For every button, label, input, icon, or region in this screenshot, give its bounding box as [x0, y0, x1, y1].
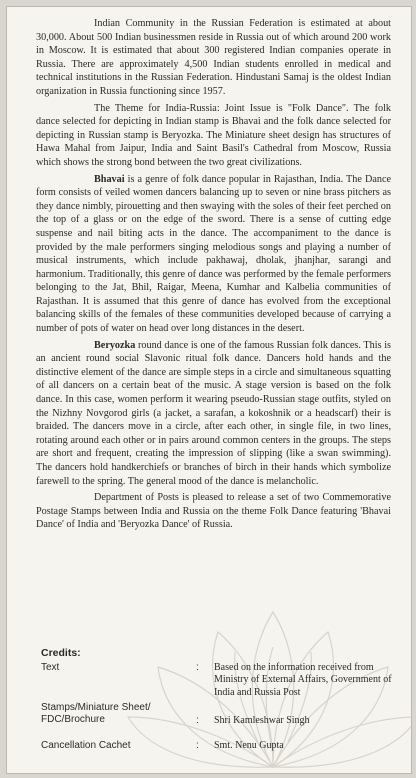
paragraph-beryozka: Beryozka round dance is one of the famous Russian folk dances. This is an ancient round social Slavonic ritual folk dance. Dancers hold hands and the distinctive element of the dance are simple steps in a circle and simultaneous squatting of all dancers on a certain beat of the music. A stage version is based on the folk dance. In this case, women perform it wearing pseudo-Russian stage outfits, styled on the Nizhny Novgorod girls (a jacket, a sarafan, a kokoshnik or a headscarf) their is braided. The dancers move in a circle, after each other, in single file, in two lines, rotating around each other or in pairs around common centers in the groups. The steps are short and frequent, creating the impression of slipping (like a swan swimming). The dancers hold handkerchiefs or branches of birch in their hands which symbolize farewell to the spring. The general mood of the dance is melancholic. — [36, 339, 391, 487]
credits-title: Credits: — [41, 647, 81, 659]
credit-row-design — [41, 702, 391, 740]
credits-section — [41, 647, 391, 754]
paragraph-community: Indian Community in the Russian Federation is estimated at about 30,000. About 500 Indian businessmen reside in Russia out of which around 200 work in Moscow. It is estimated that about 300 registered Indian companies operate in Russia. There are approximately 4,500 Indian students enrolled in medical and technical institutions in the Russian Federation. Hindustani Samaj is the oldest Indian organization in Russia functioning since 1957. — [36, 18, 391, 97]
credit-value: Based on the information received from Ministry of External Affairs, Government of India and Russia Post — [214, 661, 392, 698]
body-text — [36, 17, 391, 535]
paragraph-release: Department of Posts is pleased to release a set of two Commemorative Postage Stamps between India and Russia on the theme Folk Dance featuring 'Bhavai Dance' of India and 'Beryozka Dance' of Russia. — [36, 492, 391, 531]
credit-colon: : — [196, 714, 199, 726]
paragraph-bhavai: Bhavai is a genre of folk dance popular in Rajasthan, India. The Dance form consists of veiled women dancers balancing up to seven or nine brass pitchers as they dance nimbly, pirouetting and then swaying with the soles of their feet perched on the top of a glass or on the edge of the sword. There is a sense of cutting edge suspense and nail biting acts in the dance. The accompaniment to the dance is provided by the male performers singing melodious songs and playing a number of musical instruments, which include pakhawaj, dholak, jhanjhar, sarangi and harmonium. Traditionally, this genre of dance was performed by the female performers belonging to the Jat, Bhil, Raigar, Meena, Kumhar and Kalbelia communities of Rajasthan. It is assumed that this genre of dance has evolved from the exceptional balancing skills of the females of these communities developed because of carrying a number of pots of water on head over long distances in the desert. — [36, 173, 391, 335]
credit-colon: : — [196, 661, 199, 673]
credit-row-cancellation — [41, 740, 391, 754]
paragraph-theme: The Theme for India-Russia: Joint Issue is "Folk Dance". The folk dance selected for depicting in Indian stamp is Bhavai and the folk dance selected for depicting in Russian stamp is Beryozka. The Miniature sheet design has structures of Hawa Mahal from Jaipur, India and Saint Basil's Cathedral from Moscow, Russia which shows the strong bond between the two great civilizations. — [36, 102, 391, 168]
credit-value: Smt. Nenu Gupta — [214, 739, 284, 751]
credit-colon: : — [196, 739, 199, 751]
credit-label: Text — [41, 661, 60, 673]
credit-row-text — [41, 662, 391, 702]
credit-label: Stamps/Miniature Sheet/ FDC/Brochure — [41, 701, 151, 725]
credit-label: Cancellation Cachet — [41, 739, 131, 751]
brochure-page — [6, 6, 412, 774]
credit-value: Shri Kamleshwar Singh — [214, 714, 310, 726]
